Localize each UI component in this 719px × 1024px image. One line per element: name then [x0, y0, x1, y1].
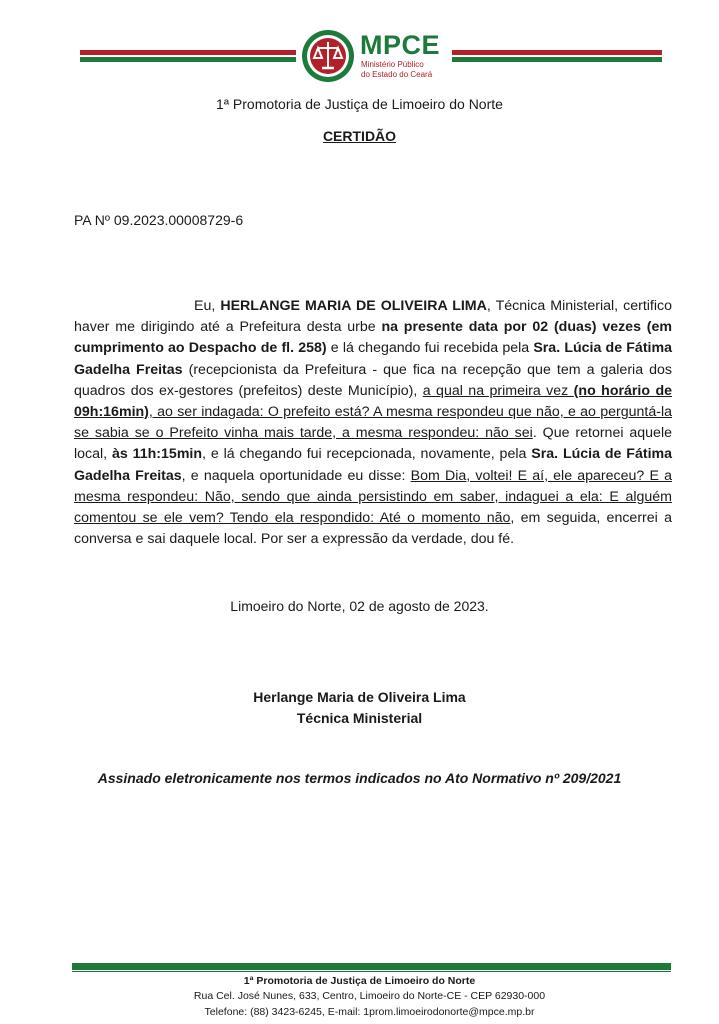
letterhead	[0, 28, 719, 88]
letterhead-stripe-left-green	[80, 57, 296, 62]
body-segment: (no horário de 09h:16min)	[74, 382, 672, 421]
footer-rule-thin	[72, 971, 671, 972]
electronic-signature-note: Assinado eletronicamente nos termos indicados no Ato Normativo nº 209/2021	[97, 770, 622, 786]
body-segment: , Técnica Ministerial, certifico haver me dirigindo até a Prefeitura desta urbe	[74, 298, 672, 336]
letterhead-stripe-right-green	[452, 57, 662, 62]
logo-subtitle-line2: do Estado do Ceará	[361, 70, 433, 79]
mpce-logo-text	[360, 30, 440, 80]
body-segment: , e lá chegando fui recepcionada, novamente, pela	[202, 446, 532, 463]
body-segment: Sra. Lúcia de Fátima Gadelha Freitas	[74, 340, 672, 378]
date-line: Limoeiro do Norte, 02 de agosto de 2023.	[230, 598, 489, 614]
certificate-body	[74, 296, 672, 550]
process-number: PA Nº 09.2023.00008729-6	[74, 212, 244, 228]
body-segment: Sra. Lúcia de Fátima Gadelha Freitas	[74, 446, 673, 484]
logo-title: MPCE	[360, 30, 441, 60]
body-segment: Eu,	[194, 298, 221, 314]
footer-address: Rua Cel. José Nunes, 633, Centro, Limoeiro do Norte-CE - CEP 62930-000	[193, 990, 546, 1002]
document-title: CERTIDÃO	[322, 128, 397, 144]
body-segment: na presente data por 02 (duas) vezes (em cumprimento ao Despacho de fl. 258)	[74, 319, 672, 357]
body-segment: , em seguida, encerrei a conversa e sai daquele local. Por ser a expressão da verdade, dou fé.	[74, 510, 672, 548]
signer-name: Herlange Maria de Oliveira Lima	[253, 689, 466, 705]
footer-rule	[72, 963, 671, 970]
body-segment: , ao ser indagada: O prefeito está? A mesma respondeu que não, e ao perguntá-la se sabia se o Prefeito vinha mais tarde, a mesma respondeu: não sei	[74, 404, 672, 442]
body-segment: e lá chegando fui recebida pela	[326, 340, 534, 357]
letterhead-stripe-left-red	[80, 50, 296, 55]
body-segment: (recepcionista da Prefeitura - que fica na recepção que tem a galeria dos quadros dos ex-gestores (prefeitos) deste Município),	[74, 361, 673, 399]
body-segment: a qual na primeira vez	[422, 382, 574, 399]
footer-office-title: 1ª Promotoria de Justiça de Limoeiro do Norte	[243, 975, 476, 987]
body-segment: HERLANGE MARIA DE OLIVEIRA LIMA	[220, 298, 487, 314]
office-title: 1ª Promotoria de Justiça de Limoeiro do Norte	[216, 96, 503, 112]
body-segment: Bom Dia, voltei! E aí, ele apareceu? E a mesma respondeu: Não, sendo que ainda persistindo em saber, indaguei a ela: E alguém comentou se ele vem? Tendo ela respondido: Até o momento não	[74, 467, 672, 527]
letterhead-stripe-right-red	[452, 50, 662, 55]
body-segment: . Que retornei aquele local,	[74, 425, 672, 463]
footer-contact: Telefone: (88) 3423-6245, E-mail: 1prom.limoeirodonorte@mpce.mp.br	[204, 1006, 535, 1018]
signer-role: Técnica Ministerial	[296, 710, 423, 726]
logo-subtitle-line1: Ministério Público	[361, 60, 424, 69]
mpce-seal-icon	[300, 28, 356, 84]
body-segment: , e naquela oportunidade eu disse:	[181, 467, 411, 484]
body-segment: às 11h:15min	[112, 446, 203, 463]
